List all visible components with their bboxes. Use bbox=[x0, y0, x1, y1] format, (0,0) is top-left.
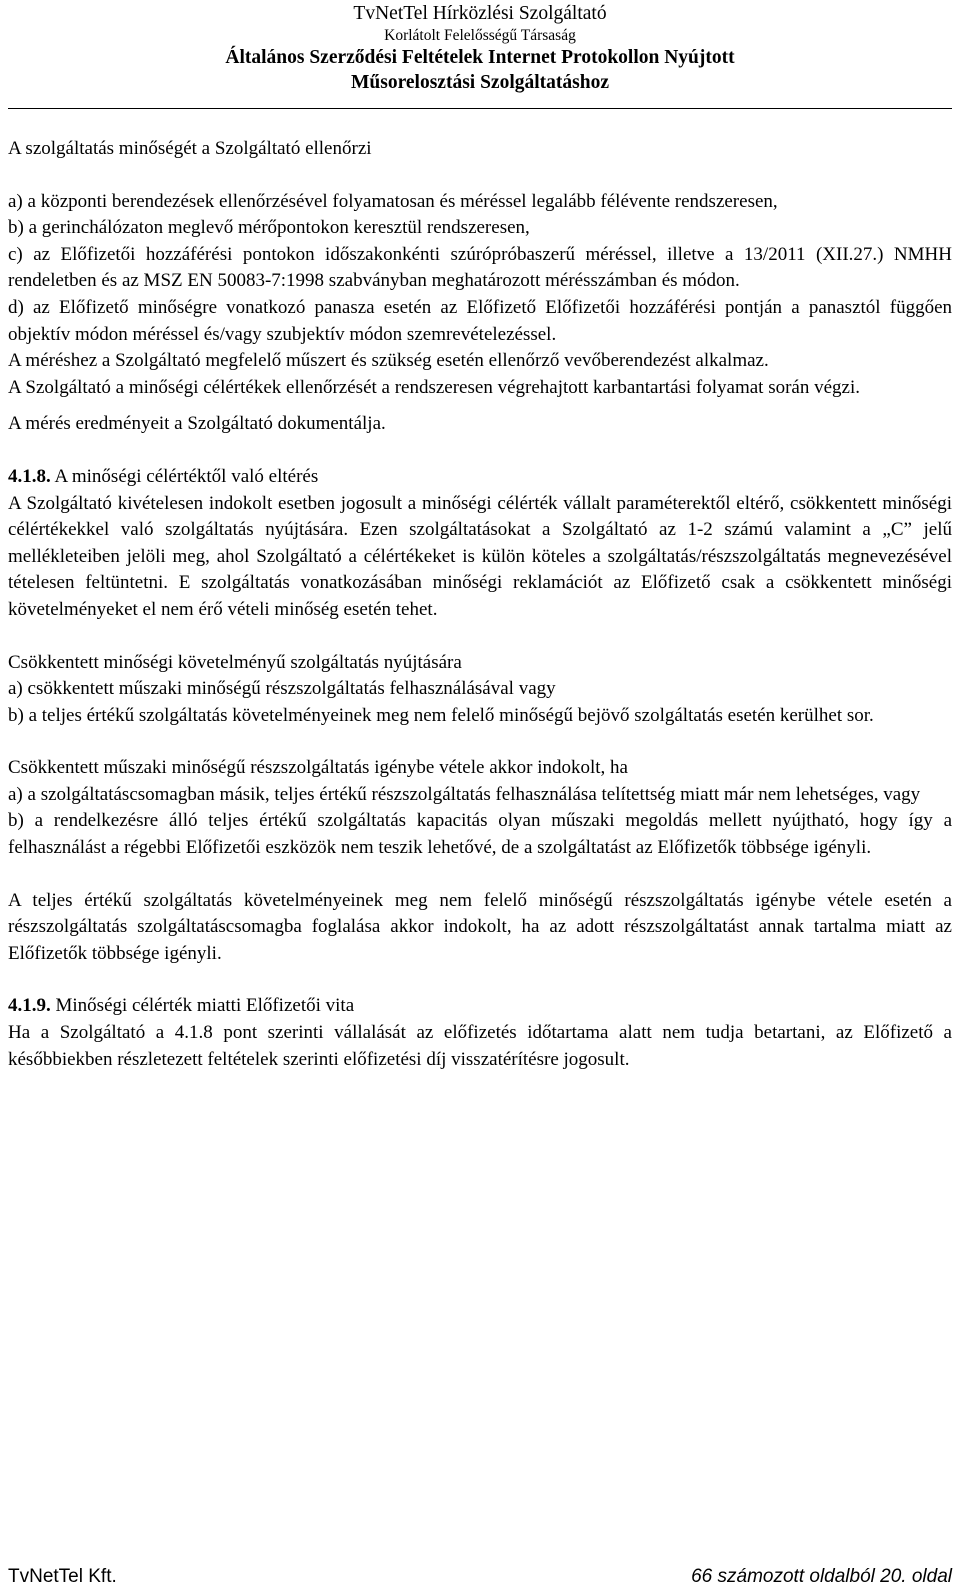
list-item-reduced-b: b) a teljes értékű szolgáltatás követelményeinek meg nem felelő minőségű bejövő szolgáltatás esetén kerülhet sor. bbox=[8, 704, 874, 726]
paragraph-reduced-heading: Csökkentett minőségi követelményű szolgáltatás nyújtására bbox=[8, 651, 462, 673]
list-item-technical-a: a) a szolgáltatáscsomagban másik, teljes értékű részszolgáltatás felhasználása telítettség miatt már nem lehetséges, vagy bbox=[8, 783, 921, 805]
list-item-c: c) az Előfizetői hozzáférési pontokon időszakonkénti szúrópróbaszerű méréssel, illetve a 13/2011 (XII.27.) NMHH rendeletben és az MSZ EN 50083-7:1998 szabványban meghatározott mérésszámban és módon. bbox=[8, 243, 952, 292]
header-divider bbox=[8, 108, 952, 109]
document-header bbox=[0, 0, 960, 95]
document-title-line-2: Műsorelosztási Szolgáltatáshoz bbox=[351, 72, 609, 93]
section-number: 4.1.9. bbox=[8, 995, 51, 1017]
paragraph-full-value: A teljes értékű szolgáltatás követelményeinek meg nem felelő minőségű részszolgáltatás igénybe vétele esetén a részszolgáltatás szolgáltatáscsomagba foglalása akkor indokolt, ha az adott részszolgáltatást annak tartalma miatt az Előfizetők többsége igényli. bbox=[8, 889, 952, 964]
paragraph-targets: A Szolgáltató a minőségi célértékek ellenőrzését a rendszeresen végrehajtott karbantartási folyamat során végzi. bbox=[8, 376, 861, 398]
document-body bbox=[8, 136, 952, 1073]
list-item-technical-b: b) a rendelkezésre álló teljes értékű szolgáltatás kapacitás olyan műszaki megoldás mellett nyújtható, hogy így a felhasználást a régebbi Előfizetői eszközök nem teszik lehetővé, de a szolgáltatást az Előfizetők többsége igényli. bbox=[8, 810, 952, 859]
section-heading-4-1-9 bbox=[8, 993, 952, 1020]
list-item-reduced-a: a) csökkentett műszaki minőségű részszolgáltatás felhasználásával vagy bbox=[8, 678, 556, 700]
document-title-line-1: Általános Szerződési Feltételek Internet Protokollon Nyújtott bbox=[225, 47, 735, 68]
paragraph-technical-heading: Csökkentett műszaki minőségű részszolgáltatás igénybe vétele akkor indokolt, ha bbox=[8, 757, 628, 779]
list-item-b: b) a gerinchálózaton meglevő mérőpontokon keresztül rendszeresen, bbox=[8, 217, 530, 239]
section-title: Minőségi célérték miatti Előfizetői vita bbox=[50, 995, 355, 1017]
footer-company: TvNetTel Kft. bbox=[8, 1566, 117, 1587]
section-heading-4-1-8 bbox=[8, 464, 952, 491]
list-item-d: d) az Előfizető minőségre vonatkozó panasza esetén az Előfizető Előfizetői hozzáférési pontján a panasztól függően objektív módon méréssel és/vagy szubjektív módon szemrevételezéssel. bbox=[8, 296, 952, 345]
paragraph-measurement: A méréshez a Szolgáltató megfelelő műszert és szükség esetén ellenőrző vevőberendezést alkalmaz. bbox=[8, 350, 769, 372]
paragraph-documentation: A mérés eredményeit a Szolgáltató dokumentálja. bbox=[8, 413, 386, 435]
document-footer bbox=[8, 1565, 952, 1589]
paragraph-deviation: A Szolgáltató kivételesen indokolt esetben jogosult a minőségi célérték vállalt paraméterektől eltérő, csökkentett minőségi célértékekkel való szolgáltatás nyújtására. Ezen szolgáltatásokat a Szolgáltató az 1-2 számú valamint a „C” jelű mellékleteiben jelöli meg, ahol Szolgáltató a célértékeket is külön köteles a szolgáltatás/részszolgáltatás megnevezésével tételesen feltüntetni. E szolgáltatás vonatkozásában minőségi reklamációt az Előfizető csak a csökkentett minőségi követelményeket el nem érő vételi minőség esetén tehet. bbox=[8, 492, 952, 620]
company-name: TvNetTel Hírközlési Szolgáltató bbox=[353, 3, 607, 24]
section-title: A minőségi célértéktől való eltérés bbox=[50, 465, 319, 487]
list-item-a: a) a központi berendezések ellenőrzésével folyamatosan és méréssel legalább félévente rendszeresen, bbox=[8, 190, 778, 212]
section-number: 4.1.8. bbox=[8, 465, 51, 487]
footer-page-number: 66 számozott oldalból 20. oldal bbox=[691, 1566, 952, 1587]
paragraph-intro: A szolgáltatás minőségét a Szolgáltató ellenőrzi bbox=[8, 138, 372, 159]
paragraph-dispute: Ha a Szolgáltató a 4.1.8 pont szerinti vállalását az előfizetés időtartama alatt nem tudja betartani, az Előfizető a későbbiekben részletezett feltételek szerinti előfizetési díj visszatérítésre jogosult. bbox=[8, 1022, 952, 1070]
company-form: Korlátolt Felelősségű Társaság bbox=[384, 27, 576, 44]
